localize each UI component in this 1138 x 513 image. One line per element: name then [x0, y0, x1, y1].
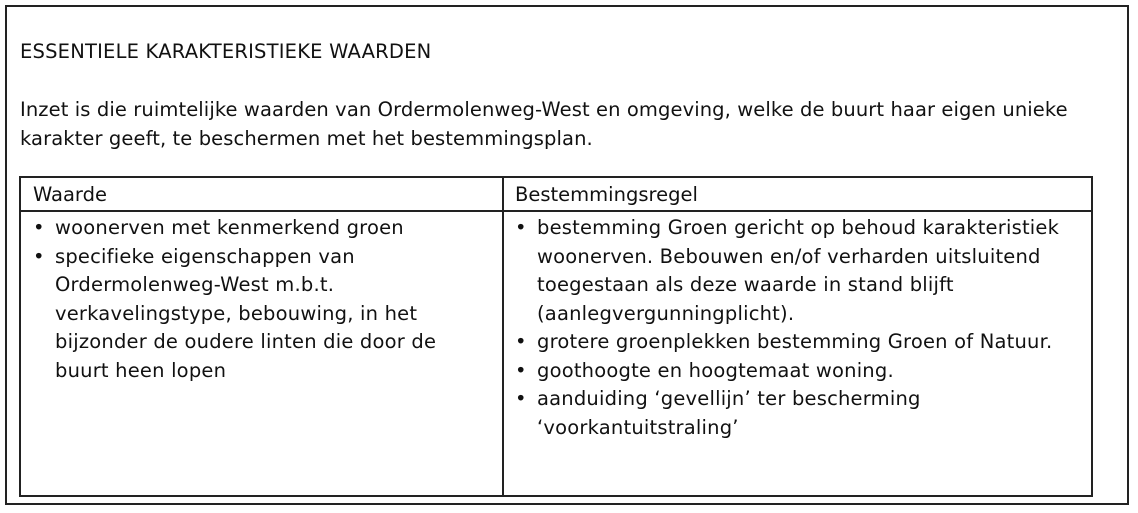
column-divider [502, 178, 504, 495]
list-item: • bestemming Groen gericht op behoud karakteristiek woonerven. Bebouwen en/of verharden uitsluitend toegestaan als deze waarde in stand blijft (aanlegvergunningplicht). [515, 214, 1075, 328]
header-waarde: Waarde [33, 183, 107, 206]
bestemmingsregel-list [515, 214, 1075, 442]
list-item: • woonerven met kenmerkend groen [33, 214, 488, 243]
list-item: • grotere groenplekken bestemming Groen of Natuur. [515, 328, 1075, 357]
section-heading: ESSENTIELE KARAKTERISTIEKE WAARDEN [20, 40, 432, 63]
header-divider [21, 210, 1091, 212]
document-frame [5, 5, 1129, 505]
list-item: • specifieke eigenschappen van Ordermolenweg-West m.b.t. verkavelingstype, bebouwing, in het bijzonder de oudere linten die door de buurt heen lopen [33, 243, 488, 386]
list-item: • aanduiding ‘gevellijn’ ter bescherming ‘voorkantuitstraling’ [515, 385, 1075, 442]
header-bestemmingsregel: Bestemmingsregel [515, 183, 698, 206]
waarde-list [33, 214, 488, 385]
intro-paragraph: Inzet is die ruimtelijke waarden van Ordermolenweg-West en omgeving, welke de buurt haar eigen unieke karakter geeft, te beschermen met het bestemmingsplan. [20, 98, 1068, 150]
list-item: • goothoogte en hoogtemaat woning. [515, 357, 1075, 386]
values-table [19, 176, 1093, 497]
